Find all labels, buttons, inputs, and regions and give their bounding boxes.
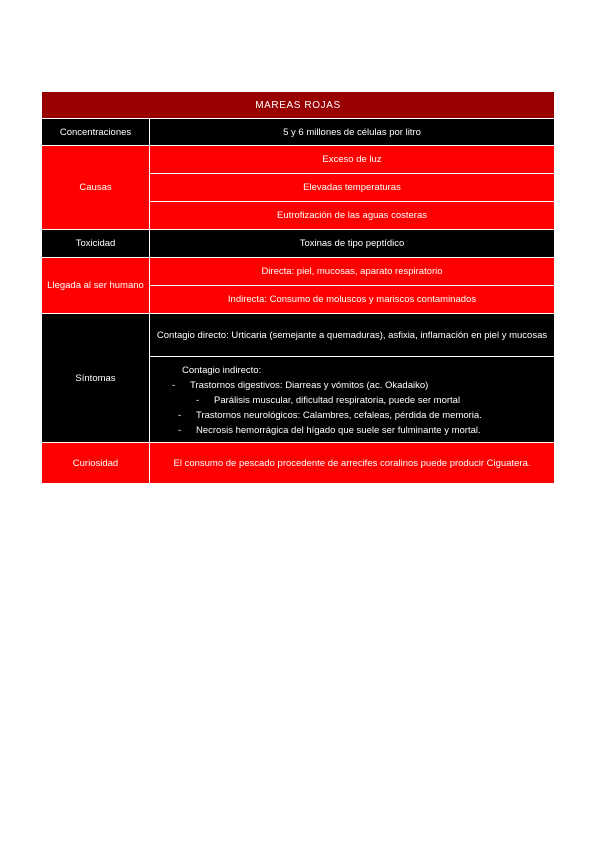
toxicidad-label: Toxicidad (42, 230, 150, 258)
causa-item: Eutrofización de las aguas costeras (150, 202, 555, 230)
llegada-item: Directa: piel, mucosas, aparato respiratorio (150, 258, 555, 286)
curiosidad-label: Curiosidad (42, 443, 150, 484)
concentraciones-label: Concentraciones (42, 119, 150, 146)
sintomas-label: Síntomas (42, 314, 150, 443)
list-item: - Trastornos digestivos: Diarreas y vómitos (ac. Okadaiko) (172, 380, 429, 391)
sintomas-indirecto-list (158, 378, 546, 438)
concentraciones-value: 5 y 6 millones de células por litro (150, 119, 555, 146)
list-item: - Parálisis muscular, dificultad respiratoria, puede ser mortal (196, 395, 461, 406)
sintomas-directo: Contagio directo: Urticaria (semejante a quemaduras), asfixia, inflamación en piel y mucosas (150, 314, 555, 357)
causa-item: Exceso de luz (150, 146, 555, 174)
llegada-label: Llegada al ser humano (42, 258, 150, 314)
sintomas-indirecto-intro: Contagio indirecto: (182, 365, 262, 376)
curiosidad-value: El consumo de pescado procedente de arrecifes coralinos puede producir Ciguatera. (150, 443, 555, 484)
toxicidad-value: Toxinas de tipo peptídico (150, 230, 555, 258)
causas-label: Causas (42, 146, 150, 230)
causa-item: Elevadas temperaturas (150, 174, 555, 202)
list-item: - Necrosis hemorrágica del hígado que suele ser fulminante y mortal. (178, 425, 481, 436)
sintomas-indirecto (150, 357, 555, 443)
mareas-rojas-table (41, 91, 555, 484)
table-title: MAREAS ROJAS (42, 92, 555, 119)
llegada-item: Indirecta: Consumo de moluscos y mariscos contaminados (150, 286, 555, 314)
list-item: - Trastornos neurológicos: Calambres, cefaleas, pérdida de memoria. (178, 410, 482, 421)
